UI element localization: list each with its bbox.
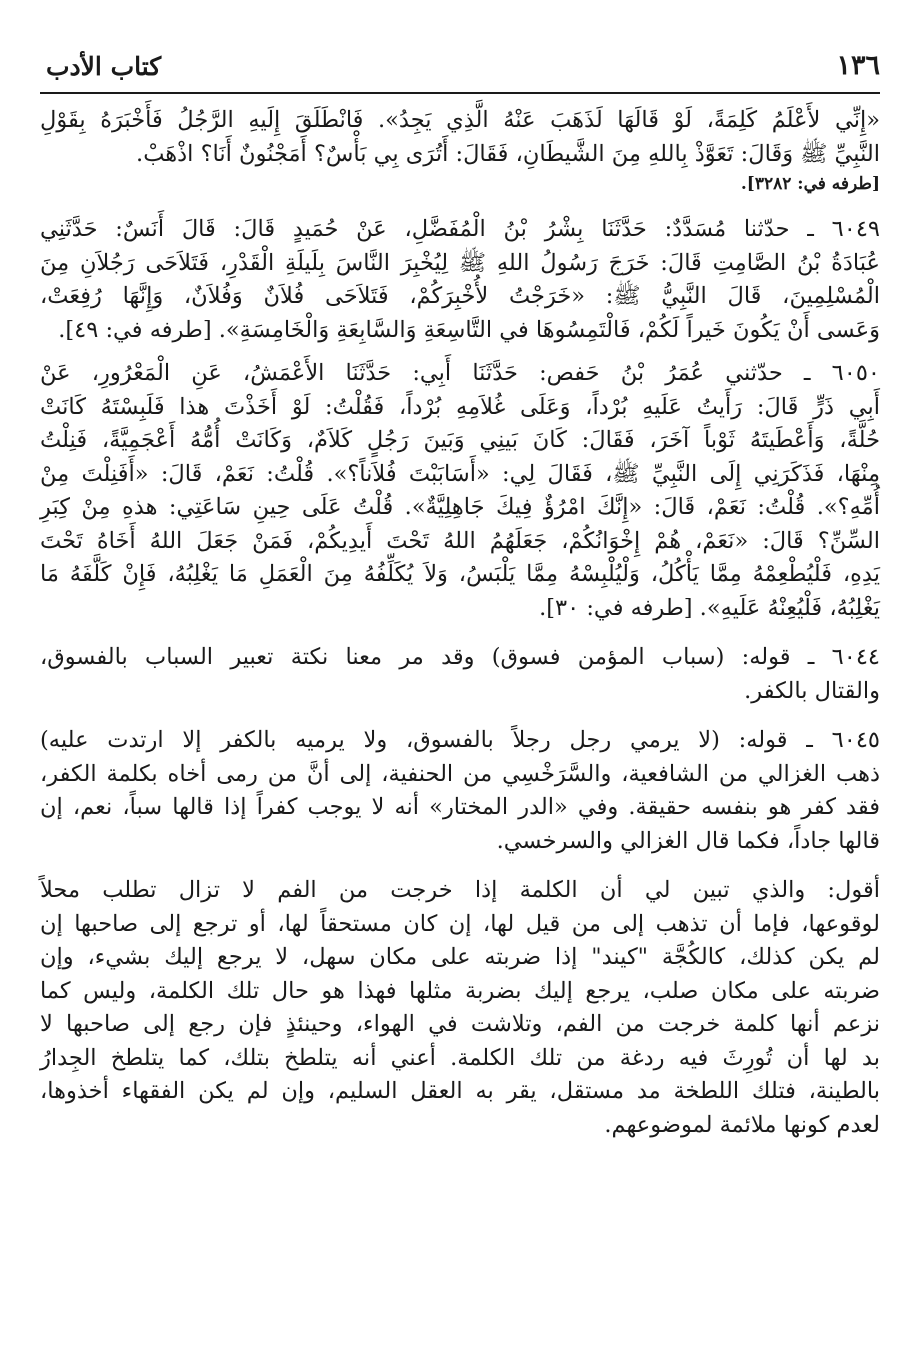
page-header <box>40 48 880 94</box>
hadith-6050 <box>40 357 880 625</box>
cross-reference: [طرفه في: ٣٢٨٢]. <box>740 174 880 194</box>
text-line: يَغْلِبُهُ، فَلْيُعِنْهُ عَلَيهِ». [طرفه في: ٣٠]. <box>539 594 880 621</box>
text-line: أَبِي ذَرٍّ قَالَ: رَأَيتُ عَلَيهِ بُرْداً، وَعَلَى غُلاَمِهِ بُرْداً، فَقُلْتُ: لَوْ أَخَذْتَ هذا فَلَبِسْتَهُ كَانَتْ <box>40 393 880 420</box>
text-line: عُبَادَةُ بْنُ الصَّامِتِ قَالَ: خَرَجَ رَسُولُ اللهِ ﷺ لِيُخْبِرَ النَّاسَ بِلَيلَةِ الْقَدْرِ، فَتَلاَحَى رَجُلاَنِ مِنَ <box>40 249 880 276</box>
text-line: بالطينة، فتلك اللطخة مد مستقل، يقر به العقل السليم، وإن لم يكن الفقهاء أخذوها، <box>40 1078 880 1104</box>
text-line: ٦٠٥٠ ـ حدّثني عُمَرُ بْنُ حَفص: حَدَّثَنَا أَبِي: حَدَّثَنَا الأَعْمَشُ، عَنِ الْمَعْرُورِ، عَنْ <box>40 360 880 386</box>
text-line: السِّنِّ؟ قَالَ: «نَعَمْ، هُمْ إِخْوَانُكُمْ، جَعَلَهُمُ اللهُ تَحْتَ أَيدِيكُمْ، فَمَنْ جَعَلَ اللهُ أَخَاهُ تَحْتَ <box>40 527 880 554</box>
text-line: ٦٠٤٩ ـ حدّثنا مُسَدَّدٌ: حَدَّثَنَا بِشْرُ بْنُ الْمُفَضَّلِ، عَنْ حُمَيدٍ قَالَ: قَالَ أَنَسٌ: حَدَّثَنِي <box>40 216 880 242</box>
text-line: لعدم كونها ملائمة لموضوعهم. <box>604 1111 880 1138</box>
text-line: ٦٠٤٤ ـ قوله: (سباب المؤمن فسوق) وقد مر معنا نكتة تعبير السباب بالفسوق، <box>40 644 880 670</box>
text-line: مِنْهَا، فَذَكَرَنِي إِلَى النَّبِيِّ ﷺ، فَقَالَ لِي: «أَسَابَبْتَ فُلاَناً؟». قُلْتُ: نَعَمْ، قَالَ: «أَفَنِلْتَ مِنْ <box>40 460 880 487</box>
text-line: يَدِهِ، فَلْيُطْعِمْهُ مِمَّا يَأْكُلُ، وَلْيُلْبِسْهُ مِمَّا يَلْبَسُ، وَلاَ يُكَلِّفُهُ مِنَ الْعَمَلِ مَا يَغْلِبُهُ، فَإِنْ كَلَّفَهُ مَا <box>40 561 880 587</box>
page-number: ١٣٦ <box>836 50 880 81</box>
text-line: فقد كفر هو بنفسه حقيقة. وفي «الدر المختار» أنه لا يوجب كفراً إذا قالها سباً، نعم، إن <box>40 794 880 820</box>
text-line: ٦٠٤٥ ـ قوله: (لا يرمي رجل رجلاً بالفسوق، ولا يرميه بالكفر إلا ارتدت عليه) <box>40 727 880 753</box>
text-line: لوقوعها، فإما أن تذهب إلى من قيل لها، إن كان مستحقاً لها، أو ترجع إلى صاحبها إن <box>40 910 880 937</box>
text-line: النَّبِيِّ ﷺ وَقَالَ: تَعَوَّذْ بِاللهِ مِنَ الشَّيطَانِ، فَقَالَ: أَتُرَى بِي بَأْسٌ؟ أَمَجْنُونٌ أَنَا؟ اذْهَبْ. <box>136 140 880 167</box>
book-title: كتاب الأدب <box>46 52 162 81</box>
text-line: «إِنِّي لأَعْلَمُ كَلِمَةً، لَوْ قَالَهَا لَذَهَبَ عَنْهُ الَّذِي يَجِدُ». فَانْطَلَقَ إِلَيهِ الرَّجُلُ فَأَخْبَرَهُ بِقَوْلِ <box>40 107 880 133</box>
text-line: أُمِّهِ؟». قُلْتُ: نَعَمْ، قَالَ: «إِنَّكَ امْرُؤٌ فِيكَ جَاهِلِيَّةٌ». قُلْتُ عَلَى حِينِ سَاعَتِي: هذهِ مِنْ كِبَرِ <box>40 494 880 520</box>
text-line: الْمُسْلِمِينَ، قَالَ النَّبِيُّ ﷺ: «خَرَجْتُ لأُخْبِرَكُمْ، فَتَلاَحَى فُلاَنٌ وَفُلاَنٌ، وَإِنَّهَا رُفِعَتْ، <box>40 283 880 309</box>
hadith-6049 <box>40 213 880 347</box>
text-line: ذهب الغزالي من الشافعية، والسَّرَخْسِي من الحنفية، إلى أنَّ من رمى أخاه بكلمة الكفر، <box>40 760 880 787</box>
page <box>40 48 880 1142</box>
text-line: وَعَسى أَنْ يَكُونَ خَيراً لَكُمْ، فَالْتَمِسُوهَا في التَّاسِعَةِ وَالسَّابِعَةِ وَالْخَامِسَةِ». [طرفه في: ٤٩]. <box>58 316 880 343</box>
hadith-tail <box>40 104 880 197</box>
text-line: والقتال بالكفر. <box>744 677 880 704</box>
text-line: أقول: والذي تبين لي أن الكلمة إذا خرجت من الفم لا تزال تطلب محلاً <box>40 877 880 903</box>
text-line: قالها جاداً، فكما قال الغزالي والسرخسي. <box>496 827 880 854</box>
text-line: بد لها أن تُورِثَ فيه ردغة من تلك الكلمة. أعني أنه يتلطخ بتلك، كما يتلطخ الجِدارُ <box>40 1044 880 1071</box>
text-line: لم يكن كذلك، كالكُجَّة "كيند" إذا ضربته على مكان سهل، لا يرجع إليك بشيء، وإن <box>40 944 880 970</box>
commentary-6044 <box>40 641 880 708</box>
commentary-6045 <box>40 724 880 858</box>
text-line: ضربته على مكان صلب، يرجع إليك بضربة مثلها فهذا هو حال تلك الكلمة، وليس كما <box>40 977 880 1004</box>
text-line: نزعم أنها كلمة خرجت من الفم، وتلاشت في الهواء، وحينئذٍ فإن رجع إلى صاحبها لا <box>40 1011 880 1037</box>
text-line: حُلَّةً، وَأَعْطَيتَهُ ثَوْباً آخَرَ، فَقَالَ: كَانَ بَينِي وَبَينَ رَجُلٍ كَلاَمٌ، وَكَانَتْ أُمُّهُ أَعْجَمِيَّةً، فَنِلْتُ <box>40 427 880 453</box>
commentary-aqul <box>40 874 880 1142</box>
